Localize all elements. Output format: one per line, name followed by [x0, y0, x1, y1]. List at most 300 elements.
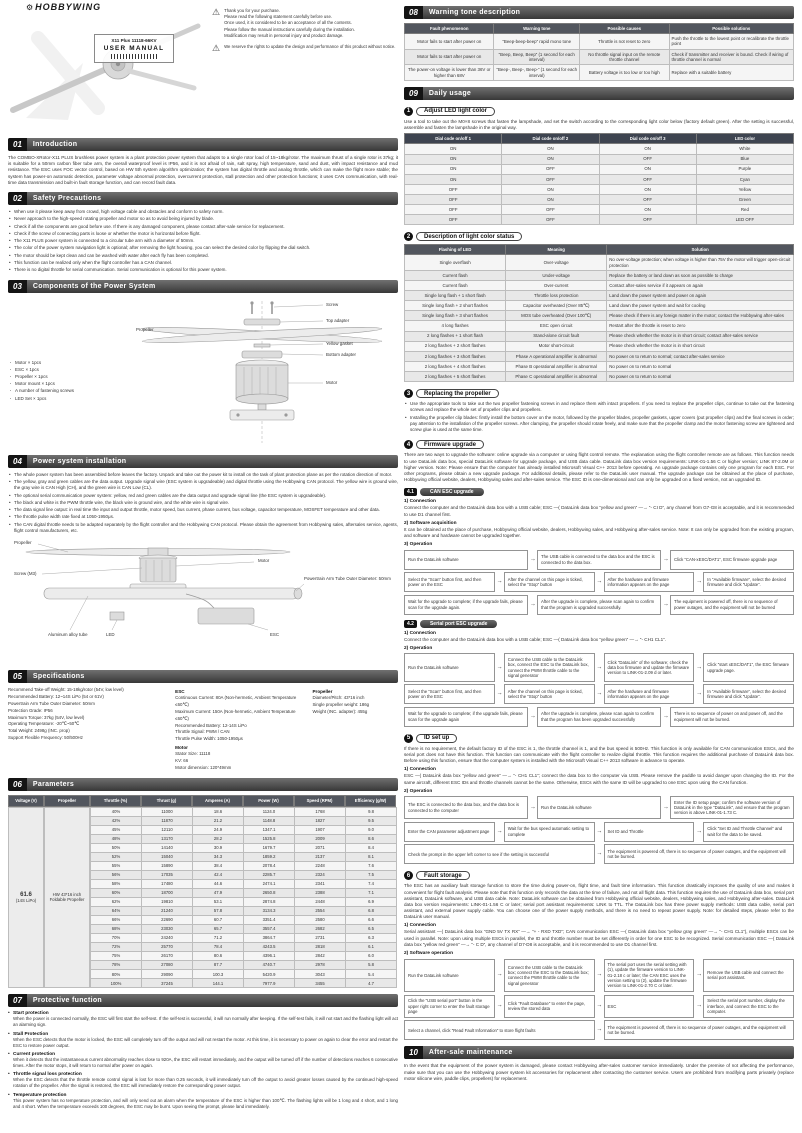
- column-header: Propeller: [44, 795, 90, 807]
- label-screw-m3: Screw (M3): [14, 571, 37, 577]
- table-cell: 2324: [295, 870, 346, 879]
- table-cell: OFF: [405, 184, 502, 194]
- voltage-value: 61.6: [20, 891, 32, 898]
- section-number: 09: [404, 87, 423, 100]
- label-screw: Screw: [326, 301, 339, 307]
- table-cell: 78%: [91, 961, 142, 970]
- connection-text: ESC —( DataLink data box “yellow and green” —→ “- CH1 CL1”; connect the data box to the computer via USB. Please remove the paddle to avoid danger upon changing the ID. For the same aircraft, different ESC IDs and throttle channels cannot be the same. Otherwise, ESCs with the same ID will be upgraded to one ESC upon using the CAN function.: [404, 773, 794, 785]
- table-row: [91, 924, 397, 933]
- table-cell: 71.2: [193, 934, 244, 943]
- table-row: [91, 934, 397, 943]
- table-cell: No over-voltage protection; when voltage is higher than 75V the motor will trigger open-circuit protection: [607, 255, 794, 271]
- bullet-item: • The motor should be kept clean and can be washed with water after each fly has been completed.: [9, 253, 398, 259]
- step-label: 2) Operation: [404, 645, 433, 651]
- parts-list: [10, 359, 126, 402]
- label-top-adapter: Top adapter: [326, 317, 350, 323]
- spec-line: Stator Size: 11118: [175, 751, 211, 757]
- table-cell: 1347.1: [244, 825, 295, 834]
- table-row: [91, 943, 397, 952]
- section-09-header: [404, 87, 794, 100]
- subsection-4-header: [404, 440, 794, 449]
- table-cell: Yellow: [696, 184, 793, 194]
- table-cell: Stand-alone circuit fault: [506, 331, 607, 341]
- connection-text: Connect the computer and the DataLink data box with a USB cable; ESC —( DataLink data box “yellow and green” —→ “- CI D”, any channel from G7-G8 is acceptable, and it is recommended to use D1 channel first.: [404, 505, 794, 517]
- table-cell: 68%: [91, 924, 142, 933]
- table-cell: ON: [599, 184, 696, 194]
- table-cell: 37245: [142, 979, 193, 988]
- table-cell: 53.1: [193, 897, 244, 906]
- table-cell: ON: [502, 184, 599, 194]
- flow-step: → The equipment is powered off, there is no sequence of power outages, and the equipment will not be burned.: [604, 844, 795, 864]
- flow-step: → Enter the ID setup page; confirm the software version of DataLink in the type “DataLink”, and ensure that the program version is above LINK-01-1.73 C.: [670, 796, 794, 819]
- bullet-item: • The data signal line output: in real time the input and output throttle, motor speed, bus current, phase current, bus voltage, capacitor temperature, MOSFET temperature and other data.: [9, 507, 398, 513]
- bullet-item: • Check if the screw of connecting parts is loose or whether the motor is horizontal before flight.: [9, 231, 398, 237]
- table-cell: 3557.4: [244, 924, 295, 933]
- table-row: [405, 49, 794, 65]
- bullet-item: • The yellow, gray and green cables are the data output. Upgrade signal wire (ESC system is upgradeable) and digital throttle using the Hobbywing CAN protocol. The yellow wire is ground wire, the gray wire is CAN High (CH), and the green wire is CAN Low (CL).: [9, 479, 398, 492]
- section-title: Warning tone description: [428, 9, 521, 16]
- section-03-header: [8, 280, 398, 293]
- table-row: [91, 861, 397, 870]
- spec-motor-title: Motor: [175, 745, 188, 751]
- section-title: Safety Precautions: [32, 194, 102, 202]
- table-cell: Land down the power system and wait for cooling: [607, 301, 794, 311]
- table-cell: 13170: [142, 834, 193, 843]
- left-column: [8, 0, 398, 1113]
- spec-prop-title: Propeller: [312, 689, 333, 695]
- flow-step: Enter the CAN parameter adjustment page: [404, 822, 495, 842]
- column-header: Meaning: [506, 245, 607, 255]
- flow-step: → ESC: [604, 995, 695, 1018]
- table-body: [405, 255, 794, 382]
- intro-paragraph: The COMBO-XRotor-X11 PLUS brushless power system is a plant protection power system that adapts to a single rotor load of 15~18kg/rotor. The maximum thrust of a single rotor is 37kg; it is suitable for a 50mm carbon fiber tube arm, the overall waterproof level is IP56, and it is not afraid of rain, salt spray, high temperature, sand and dust, with impact resistance and mud resistance. The ESC uses FOC vector control, based on HW 5th system algorithm optimization; the system has digital throttle and analog throttle, which can make the flight more stable; the system has power-on automatic detection, parameter voltage abnormal protection, overcurrent protection, stall protection and other protection functions; it uses CAN communication, with real-time data transmission and built-in fault storage function, and can record fault data.: [8, 155, 398, 185]
- note-line: Please follow the manual instructions carefully during the installation.: [224, 26, 355, 32]
- flow-step: → Set ID and Throttle: [604, 822, 695, 842]
- table-cell: 1907: [295, 825, 346, 834]
- bullet-item: • The throttle pulse width rate fixed at 1050-1950μs.: [9, 514, 398, 520]
- part-item: · Propeller × 1pcs: [10, 373, 126, 380]
- parameters-body: [8, 807, 396, 989]
- step-label: 2) Software acquisition: [404, 520, 457, 526]
- step-label: 1) Connection: [404, 767, 436, 773]
- subsection-number: 4.1: [404, 488, 417, 496]
- flow-step: → There is no sequence of power on and power off, and the equipment will not be burned.: [670, 707, 794, 727]
- table-cell: 6.1: [346, 943, 397, 952]
- table-row: [405, 65, 794, 81]
- table-row: [91, 915, 397, 924]
- table-cell: 5.8: [346, 961, 397, 970]
- table-cell: No power on to return to normal: [607, 371, 794, 381]
- section-08-header: [404, 6, 794, 19]
- bullet-item: • Check if all the components are good before use. If there is any damaged component, please contact after-sale service for replacement.: [9, 224, 398, 230]
- table-cell: 8.1: [346, 852, 397, 861]
- note-line: Once used, it is considered to be an acceptance of all the contents.: [224, 20, 352, 26]
- table-cell: Purple: [696, 164, 793, 174]
- subsection-1-header: [404, 107, 794, 116]
- table-cell: 44.6: [193, 879, 244, 888]
- fault-storage-intro: The ESC has an auxiliary fault storage function to store the time during power-on, flight time, and fault time information. This function drastically improves the quality of use and makes it convenient for flight fault analysis. Please note that this function only records the data at the time of failure, and not all flight data. This function requires the use of DataLink data box, serial port assistant, DataLink software, and USB data cable. Note: DataLink software can be obtained from Hobbywing official website, dealers, Hobbywing sales, and Hobbywing after-sales. DataLink data box version requirements: LINK-01-1.56 C or later; serial port assistant requirements: LINK to TTL. The DataLink box has three power supply methods: USB data cable, serial port assistant, and external power supply cable. You can choose one of the power supply methods, and there is no need to repeat power supply. Note: for detailed steps, please refer to the DataLink user manual.: [404, 883, 794, 920]
- flow-step: → Remove the USB cable and connect the serial port assistant.: [703, 959, 794, 993]
- protective-item-body: When the ESC detects that the throttle remote control signal is lost for more than 0.25 seconds, it will immediately turn off the output to avoid greater losses caused by the continued high-speed rotation of the propeller. After the signal is restored, the ESC will immediately restore the corresponding power output.: [13, 1077, 398, 1089]
- specifications: [8, 687, 398, 771]
- flow-step: The ESC is connected to the data box, and the data box is connected to the computer: [404, 796, 528, 819]
- table-row: [91, 970, 397, 979]
- table-cell: ON: [502, 154, 599, 164]
- column-header: Efficiency (g/W): [345, 795, 396, 807]
- flow-step: Run the DataLink software: [404, 550, 528, 570]
- table-header-row: [405, 245, 794, 255]
- spec-line: Diameter/Pitch: 43*16 inch: [312, 695, 365, 701]
- flow-step: Select the “Scan” button first, and then power on the ESC: [404, 572, 495, 592]
- table-cell: 2341: [295, 879, 346, 888]
- note-lines: [224, 8, 355, 39]
- table-cell: Phase B operational amplifier is abnormal: [506, 361, 607, 371]
- table-cell: 11000: [142, 807, 193, 816]
- bullet-item: • When use it please keep away from crowd, high voltage cable and obstacles and conform to safety norm.: [9, 209, 398, 215]
- bullet-item: • The X11 PLUS power system is connected to a circular tube arm with a diameter of 50mm.: [9, 238, 398, 244]
- flow-step: → After the channel on this page is ticked, select the “Stop” button: [504, 684, 595, 704]
- flow-step: → Wait for the bus speed automatic setting to complete: [504, 822, 595, 842]
- table-body: [91, 807, 397, 988]
- table-cell: 2650.8: [244, 888, 295, 897]
- table-cell: OFF: [599, 194, 696, 204]
- spec-line: Motor dimension: 120*49mm: [175, 764, 232, 770]
- note-group-1: [212, 8, 396, 39]
- table-cell: 42.4: [193, 870, 244, 879]
- subsection-number: 1: [404, 107, 413, 116]
- table-cell: The power-on voltage is lower than 36V or higher than 68V: [405, 65, 494, 81]
- part-item: · LED Set × 1pcs: [10, 395, 126, 402]
- note-lines: [224, 44, 395, 53]
- table-cell: ON: [405, 154, 502, 164]
- table-cell: 55%: [91, 861, 142, 870]
- protective-item-title: • Start protection: [8, 1011, 398, 1016]
- table-cell: 2874.8: [244, 897, 295, 906]
- label-led: LED: [106, 632, 115, 638]
- table-row: [405, 311, 794, 321]
- flow-step: Select the “Scan” button first, and then power on the ESC: [404, 684, 495, 704]
- protective-item-body: When the power is connected normally, the ESC will first start the self-test. If the self-test is successful, it will run normally after keeping. If the self-test fails, it will not start and the flashing light will act an alarming sign.: [13, 1016, 398, 1028]
- column-header: Warning tone: [494, 24, 580, 34]
- spec-line: Protection Grade: IP56: [8, 707, 53, 713]
- voltage-cell: [8, 807, 44, 989]
- spec-line: Recommend Take-off Weight: 15-18kg/rotor (54V, low level): [8, 687, 124, 693]
- flow-step: → The equipment is powered off, there is no sequence of power outages, and the equipment will not be burned: [670, 595, 794, 615]
- table-cell: Replace with a suitable battery: [669, 65, 793, 81]
- table-cell: Throttle is not reset to zero: [580, 34, 669, 50]
- section-04-header: [8, 455, 398, 468]
- flow-step: → Click “Fault Database” to enter the page, review the stored data: [504, 995, 595, 1018]
- safety-precautions-list: [9, 209, 398, 274]
- flow-row: [404, 684, 794, 704]
- section-05-header: [8, 670, 398, 683]
- table-cell: 5.4: [346, 970, 397, 979]
- flow-row: [404, 796, 794, 819]
- flow-row: [404, 844, 794, 864]
- spec-line: KV: 66: [175, 757, 189, 763]
- table-cell: Under-voltage: [506, 270, 607, 280]
- subsection-title: Replacing the propeller: [416, 389, 499, 398]
- table-cell: 2388: [295, 888, 346, 897]
- flow-row: [404, 1020, 794, 1040]
- label-propeller: Propeller: [14, 540, 32, 546]
- flow-step: Run the DataLink software: [404, 959, 495, 993]
- section-title: Introduction: [32, 141, 78, 148]
- subsection-title: Fault storage: [416, 871, 470, 880]
- table-cell: Single long flash + 3 short flashes: [405, 311, 506, 321]
- table-cell: 66%: [91, 915, 142, 924]
- table-cell: Current flash: [405, 270, 506, 280]
- flow-step: → After the upgrade is complete, please scan again to confirm that the program has been upgraded successfully: [537, 707, 661, 727]
- parameters-header-row: [8, 795, 396, 807]
- table-cell: 2 long flashes + 3 short flashes: [405, 351, 506, 361]
- table-cell: 80%: [91, 970, 142, 979]
- table-cell: 2009: [295, 834, 346, 843]
- subsection-title: ID set up: [416, 734, 457, 743]
- table-cell: 75%: [91, 952, 142, 961]
- column-header: LED color: [696, 134, 793, 144]
- step-label: 3) Operation: [404, 542, 433, 548]
- table-cell: 11870: [142, 816, 193, 825]
- led-color-table: [404, 133, 794, 225]
- flow-step: Check the prompt in the upper left corner to see if the setting is successful: [404, 844, 595, 864]
- product-title-box: [94, 34, 174, 63]
- protective-item-title: • Throttle signal loss protection: [8, 1072, 398, 1077]
- section-title: Power system installation: [32, 457, 127, 465]
- table-cell: 17035: [142, 870, 193, 879]
- table-cell: 5420.9: [244, 970, 295, 979]
- bullet-item: • Installing the propeller clip blades: firstly install the bottom cover on the motor, followed by the propeller blades, propeller gaskets, upper covers (put propeller clips) and the final screws in order; pay attention to the installation of the propeller screws. After clamping, the propeller should rotate freely, and make sure that the propeller clamp and the motor fastening screw are tightened and screw glue is used at the same time.: [405, 415, 794, 434]
- table-cell: 4.7: [346, 979, 397, 988]
- table-cell: ON: [405, 164, 502, 174]
- table-cell: 45%: [91, 825, 142, 834]
- table-cell: 70%: [91, 934, 142, 943]
- flow-step: → The equipment is powered off, there is no sequence of power outages, and the equipment will not be burned.: [604, 1020, 795, 1040]
- protective-item: [8, 1052, 398, 1069]
- flow-row: [404, 595, 794, 615]
- bullet-item: • There is no digital throttle for serial communication. Serial communication is optional for this power system.: [9, 267, 398, 273]
- table-cell: 1679.7: [244, 843, 295, 852]
- subsection-title: Adjust LED light color: [416, 107, 495, 116]
- table-cell: Green: [696, 194, 793, 204]
- table-row: [405, 361, 794, 371]
- table-cell: 15040: [142, 852, 193, 861]
- table-row: [405, 255, 794, 271]
- table-row: [405, 205, 794, 215]
- table-cell: 56%: [91, 870, 142, 879]
- installation-diagram: [8, 536, 396, 664]
- table-cell: ON: [599, 164, 696, 174]
- table-cell: “Beep, Beep, Beep” (1 second for each interval): [494, 49, 580, 65]
- installation-view: [8, 536, 396, 664]
- subsection-title: Description of light color status: [416, 232, 522, 241]
- table-cell: Cyan: [696, 174, 793, 184]
- table-cell: OFF: [502, 174, 599, 184]
- after-sale-paragraph: In the event that the equipment of the power system is damaged, please contact Hobbywing after-sales customer service immediately. Under the premise of not affecting the performance, make sure that you can use the Hobbywing power system kit accessories for replacement after contacting the customer service. Users are prohibited from modifying parts privately (replace motor silicone wire, paddle clips, propellers) for replacement.: [404, 1063, 794, 1081]
- note-group-2: [212, 44, 396, 53]
- table-cell: Motor short-circuit: [506, 341, 607, 351]
- table-cell: Please check if there is any foreign matter in the motor; contact the Hobbywing after-sales: [607, 311, 794, 321]
- bullet-item: • The black and white is the PWM throttle wire, the black wire is ground wire, and the white wire is signal wire.: [9, 500, 398, 506]
- label-motor: Motor: [326, 379, 338, 385]
- section-06-header: [8, 778, 398, 791]
- flow-step: → Click “start xESC/DAT1”, the ESC firmware upgrade page.: [703, 653, 794, 681]
- flow-step: → Click “DataLink” of the software; check the data box firmware and update the firmware version to LINK-01-2.09 d or later.: [604, 653, 695, 681]
- column-header: Speed (RPM): [294, 795, 345, 807]
- table-cell: Land down the power system and power on again: [607, 291, 794, 301]
- table-cell: Over-current: [506, 281, 607, 291]
- table-cell: OFF: [502, 215, 599, 225]
- table-cell: Red: [696, 205, 793, 215]
- column-header: Voltage (V): [8, 795, 44, 807]
- table-cell: “Beep-, Beep-, Beep-” (1 second for each interval): [494, 65, 580, 81]
- subsection-number: 6: [404, 871, 413, 880]
- table-cell: 26170: [142, 952, 193, 961]
- led-color-intro: Use a tool to take out the M0×8 screws that fasten the lampshade, and set the switch according to the corresponding light color below (factory default green). After the setting is successful, assemble and fasten the lampshade in the original way.: [404, 118, 794, 131]
- table-cell: 8.4: [346, 843, 397, 852]
- table-cell: 2 long flashes + 2 short flashes: [405, 341, 506, 351]
- voltage-sub: (14S LiPo): [15, 897, 37, 903]
- table-cell: 6.0: [346, 952, 397, 961]
- protective-item-title: • Temperature protection: [8, 1093, 398, 1098]
- table-cell: 3864.7: [244, 934, 295, 943]
- table-cell: ON: [502, 144, 599, 154]
- table-cell: 2285.7: [244, 870, 295, 879]
- table-cell: 2 long flashes + 4 short flashes: [405, 361, 506, 371]
- table-row: [405, 321, 794, 331]
- flow-row: [404, 572, 794, 592]
- spec-motor-list: [175, 751, 302, 771]
- flow-step: → After the hardware and firmware information appears on the page: [604, 684, 695, 704]
- bullet-item: • Never approach to the high-speed rotating propeller and motor so as to avoid being injured by blade.: [9, 216, 398, 222]
- table-cell: 50%: [91, 843, 142, 852]
- subsection-title: CAN ESC upgrade: [420, 488, 484, 496]
- warning-tone-table: [404, 23, 794, 81]
- table-cell: Phase C operational amplifier is abnormal: [506, 371, 607, 381]
- flow-row: [404, 822, 794, 842]
- table-cell: 80.6: [193, 952, 244, 961]
- table-cell: Phase A operational amplifier is abnormal: [506, 351, 607, 361]
- light-status-table: [404, 244, 794, 382]
- table-row: [91, 879, 397, 888]
- step-label: 1) Connection: [404, 630, 436, 636]
- step-label: 2) Software operation: [404, 951, 454, 956]
- table-row: [405, 164, 794, 174]
- id-setup-intro: If there is no requirement, the default factory ID of the ESC is 1, the throttle channel is 1, and the bus speed is 500Hz. This function is only available for CAN communication ESCs, and the serial port does not have this function. This function can communicate with the flight controller to realize digital throttle. This function requires the additional purchase of DataLink data box. Before using this function, ensure that the computer system is installed with the Microsoft Visual C++ 2013 software in advance to operate.: [404, 745, 794, 764]
- table-row: [91, 843, 397, 852]
- column-header: Throttle (%): [90, 795, 141, 807]
- table-cell: 2682: [295, 924, 346, 933]
- gear-icon: ⚙: [26, 2, 34, 12]
- subsection-6-header: [404, 871, 794, 880]
- drone-illustration: [8, 8, 213, 130]
- table-cell: 62%: [91, 897, 142, 906]
- spec-line: Powertrain Arm Tube Outer Diameter: 50mm: [8, 700, 95, 706]
- section-number: 02: [8, 192, 27, 205]
- bullet-item: • The CAN digital throttle needs to be adapted separately by the flight controller and the Hobbywing CAN protocol. Please obtain the agreement from Hobbywing sales, aftersales service, agents, flight control manufacturers, etc.: [9, 522, 398, 535]
- warning-icon: ⚠: [212, 43, 221, 54]
- table-row: [405, 371, 794, 381]
- table-cell: 17480: [142, 879, 193, 888]
- bullet-item: • The color of the power system navigation light is optional; after removing the light housing, you can select the desired color by flipping the dial switch.: [9, 245, 398, 251]
- installation-list: [9, 472, 398, 535]
- table-row: [91, 961, 397, 970]
- table-row: [91, 952, 397, 961]
- table-cell: 52%: [91, 852, 142, 861]
- table-cell: 2474.1: [244, 879, 295, 888]
- spec-line: Operating Temperature: -20℃~50℃: [8, 721, 80, 727]
- flow-step: → Connect the USB cable to the DataLink box, connect the ESC to the DataLink box, connect the PWM throttle cable to the signal generator: [504, 653, 595, 681]
- table-cell: 47.9: [193, 888, 244, 897]
- protective-function-list: [8, 1011, 398, 1109]
- flow-step: → The USB cable is connected to the data box and the ESC is connected to the data box.: [537, 550, 661, 570]
- table-cell: 21240: [142, 906, 193, 915]
- table-cell: OFF: [405, 215, 502, 225]
- cover-notes: [212, 8, 396, 58]
- spec-esc-title: ESC: [175, 689, 185, 695]
- table-row: [405, 270, 794, 280]
- section-title: After-sale maintenance: [428, 1049, 513, 1057]
- column-header: Solution: [607, 245, 794, 255]
- table-row: [405, 215, 794, 225]
- table-cell: 6.3: [346, 934, 397, 943]
- note-line: We reserve the rights to update the design and performance of this product without notice.: [224, 44, 396, 50]
- table-cell: 2818: [295, 943, 346, 952]
- table-cell: 29090: [142, 970, 193, 979]
- table-cell: Single long flash + 2 short flashes: [405, 301, 506, 311]
- table-row: [91, 807, 397, 816]
- section-number: 04: [8, 455, 27, 468]
- table-cell: 12110: [142, 825, 193, 834]
- table-cell: Battery voltage is too low or too high: [580, 65, 669, 81]
- manual-title: USER MANUAL: [103, 44, 165, 52]
- spec-prop-list: [312, 695, 398, 715]
- subsection-5-header: [404, 734, 794, 743]
- protective-item: [8, 1093, 398, 1110]
- table-cell: 7.4: [346, 879, 397, 888]
- column-header: Thrust (g): [141, 795, 192, 807]
- table-cell: 60%: [91, 888, 142, 897]
- protective-item: [8, 1072, 398, 1089]
- table-header-row: [405, 24, 794, 34]
- table-cell: 7.6: [346, 861, 397, 870]
- step-label: 2) Operation: [404, 788, 433, 794]
- table-row: [91, 897, 397, 906]
- label-yellow-gasket: Yellow gasket: [326, 340, 353, 346]
- table-cell: 87.7: [193, 961, 244, 970]
- table-cell: 2 long flashes + 1 short flash: [405, 331, 506, 341]
- table-cell: 78.4: [193, 943, 244, 952]
- column-header: Amperes (A): [192, 795, 243, 807]
- spec-esc-list: [175, 695, 302, 743]
- label-aluminum-tube: Aluminum alloy tube: [48, 632, 88, 638]
- flow-step: → The serial port uses the serial setting with (1), update the firmware version to LINK-01-2.18 c or later; the CAN ESC uses the version setting to (2), update the firmware version to LINK-01-2.70 C or later.: [604, 959, 695, 993]
- subsection-number: 4: [404, 440, 413, 449]
- table-cell: LED OFF: [696, 215, 793, 225]
- table-cell: 7.1: [346, 888, 397, 897]
- table-cell: 1859.2: [244, 852, 295, 861]
- protective-item-title: • Stall Protection: [8, 1032, 398, 1037]
- table-cell: 144.1: [193, 979, 244, 988]
- flow-step: Click the “USB serial port” button in the upper right corner to enter the fault storage page: [404, 995, 495, 1018]
- components-diagram: [8, 297, 396, 449]
- connection-text: Serial assistant —( DataLink data box “GND 5V TX RX” —→ “+ - RXD TXD”; CAN communication ESC —( DataLink data box “yellow gray green” —→ “- CH1 CL1”), multiple ESCs can be used in parallel. Note: upon using multiple ESCs in parallel, the ID and throttle number must be set differently in order for one ESC to be recognized. Serial communication ESC —( DataLink data box “yellow red green” —→ “- C D”, any channel of D7-D8 is acceptable, and it is recommended to use D1 channel first.: [404, 929, 794, 947]
- table-cell: No power on to return to normal: [607, 361, 794, 371]
- spec-line: Recommended Battery: 12~14S LiPo (54 or 61V): [8, 694, 104, 700]
- column-header: Dial code on/off 3: [599, 134, 696, 144]
- step-label: 1) Connection: [404, 923, 436, 929]
- table-cell: ON: [599, 205, 696, 215]
